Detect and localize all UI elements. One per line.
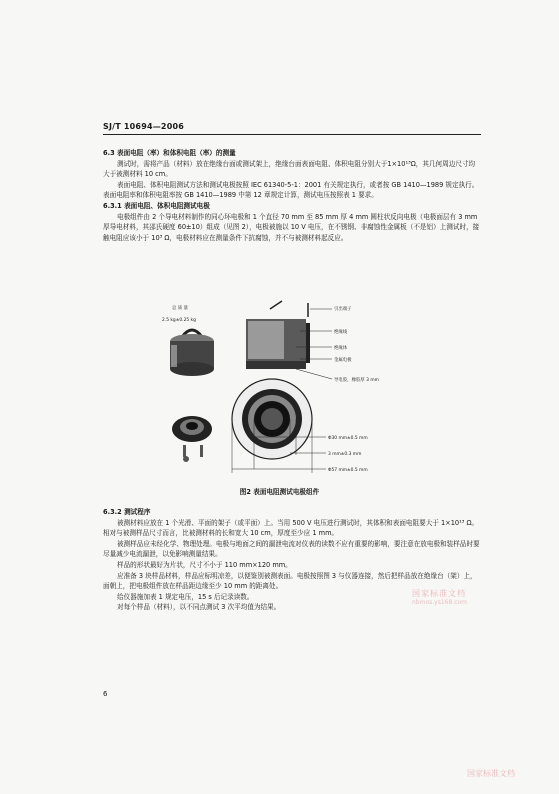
section-6-3-2-paragraph-2: 被测样品应未经化学、物理处理。电极与地面之间的漏泄电流对仪表的读数不应有重要的影响，要注意在放电极和装样品时要尽量减少电流漏泄，以免影响测量结果。 <box>103 539 480 559</box>
section-6-3-2-title: 6.3.2 测试程序 <box>103 508 151 516</box>
section-6-3-paragraph-1: 测试时，需将产品（材料）放在绝缘台面或测试架上，绝缘台面表面电阻、体积电阻分别大于1×10¹³Ω，其几何周边尺寸均大于被测材料 10 cm。 <box>103 159 476 179</box>
page-number: 6 <box>103 690 108 698</box>
label-lead-terminal: 引出端子 <box>334 307 352 312</box>
section-6-3-2-paragraph-1: 被测材料应放在 1 个光滑、平面的架子（或平面）上。当用 500 V 电压进行测试时，其体积和表面电阻要大于 1×10¹³ Ω。相对与被测样品尺寸而言，比被测材料的长和宽大 10 cm，厚度至少应 1 mm。 <box>103 518 479 538</box>
section-6-3-2-paragraph-6: 对每个样品（材料），以不同点测试 3 次平均值为结果。 <box>117 603 281 612</box>
watermark-corner: 国家标准文档 <box>467 769 515 778</box>
electrode-figure <box>120 297 480 475</box>
label-gap-3mm: 3 mm±0.3 mm <box>328 452 362 457</box>
weight-cylinder-drawing <box>170 330 214 376</box>
standard-code-header: SJ/T 10694—2006 <box>103 122 184 131</box>
label-diameter-30: Φ30 mm±0.5 mm <box>328 436 368 441</box>
label-weight-value: 2.5 kg±0.25 kg <box>162 318 196 323</box>
ring-electrode-drawing <box>232 379 312 459</box>
figure-caption: 图2 表面电阻测试电极组件 <box>239 488 320 496</box>
label-insulation-body: 绝缘体 <box>334 346 348 351</box>
section-6-3-2-paragraph-3: 样品的形状最好为片状，尺寸不小于 110 mm×120 mm。 <box>117 560 292 569</box>
section-6-3-1-paragraph: 电极组件由 2 个导电材料制作的同心环电极和 1 个直径 70 mm 至 85 mm 厚 4 mm 圆柱状反向电极（电极面层有 3 mm 厚导电材料，其邵氏硬度 60±10）组成（见图 2），电极被施以 10 V 电压，在不锈钢、非腐蚀性金属板（不是铝）上测试时，接触电阻应该小于 10³ Ω，电极材料应在测量条件下抗腐蚀，并不与被测材料起反应。 <box>103 212 480 242</box>
watermark-url: nbmos.ys168.com <box>412 599 468 606</box>
label-metal-electrode: 金属电极 <box>334 358 352 363</box>
section-6-3 <box>103 148 481 243</box>
label-diameter-57: Φ57 mm±0.5 mm <box>328 468 368 473</box>
section-6-3-paragraph-2: 表面电阻、体积电阻测试方法和测试电极按照 IEC 61340-5-1：2001 有关规定执行，或者按 GB 1410—1989 规定执行。表面电阻率和体积电阻率按 GB 1410—1989 中第 12 章规定计算，测试电压按照表 1 要求。 <box>103 180 479 200</box>
section-6-3-title: 6.3 表面电阻（率）和体积电阻（率）的测量 <box>103 149 236 157</box>
header-rule <box>103 134 481 135</box>
section-6-3-2-paragraph-5: 给仪器施加表 1 规定电压，15 s 后记录读数。 <box>117 592 254 601</box>
label-conductive-rubber: 导电胶，橡胶厚 3 mm <box>334 378 379 383</box>
assembly-drawing <box>246 301 332 379</box>
section-6-3-1-title: 6.3.1 表面电阻、体积电阻测试电极 <box>103 201 210 210</box>
section-6-3-2-paragraph-4: 应准备 3 块样品材料，样品应标明凉差，以便鉴别被测表面。电极按照图 3 与仪器连接，然后把样品放在绝缘台（架）上，面朝上，把电极组件放在样品距边缘至少 10 mm 的距离处。 <box>103 571 477 591</box>
electrode-bottom-drawing <box>172 416 212 462</box>
label-insulator-wire: 绝缘线 <box>334 330 348 335</box>
label-weight: 总 质 量 <box>172 306 188 311</box>
watermark-text: 国家标准文档 <box>412 589 466 598</box>
